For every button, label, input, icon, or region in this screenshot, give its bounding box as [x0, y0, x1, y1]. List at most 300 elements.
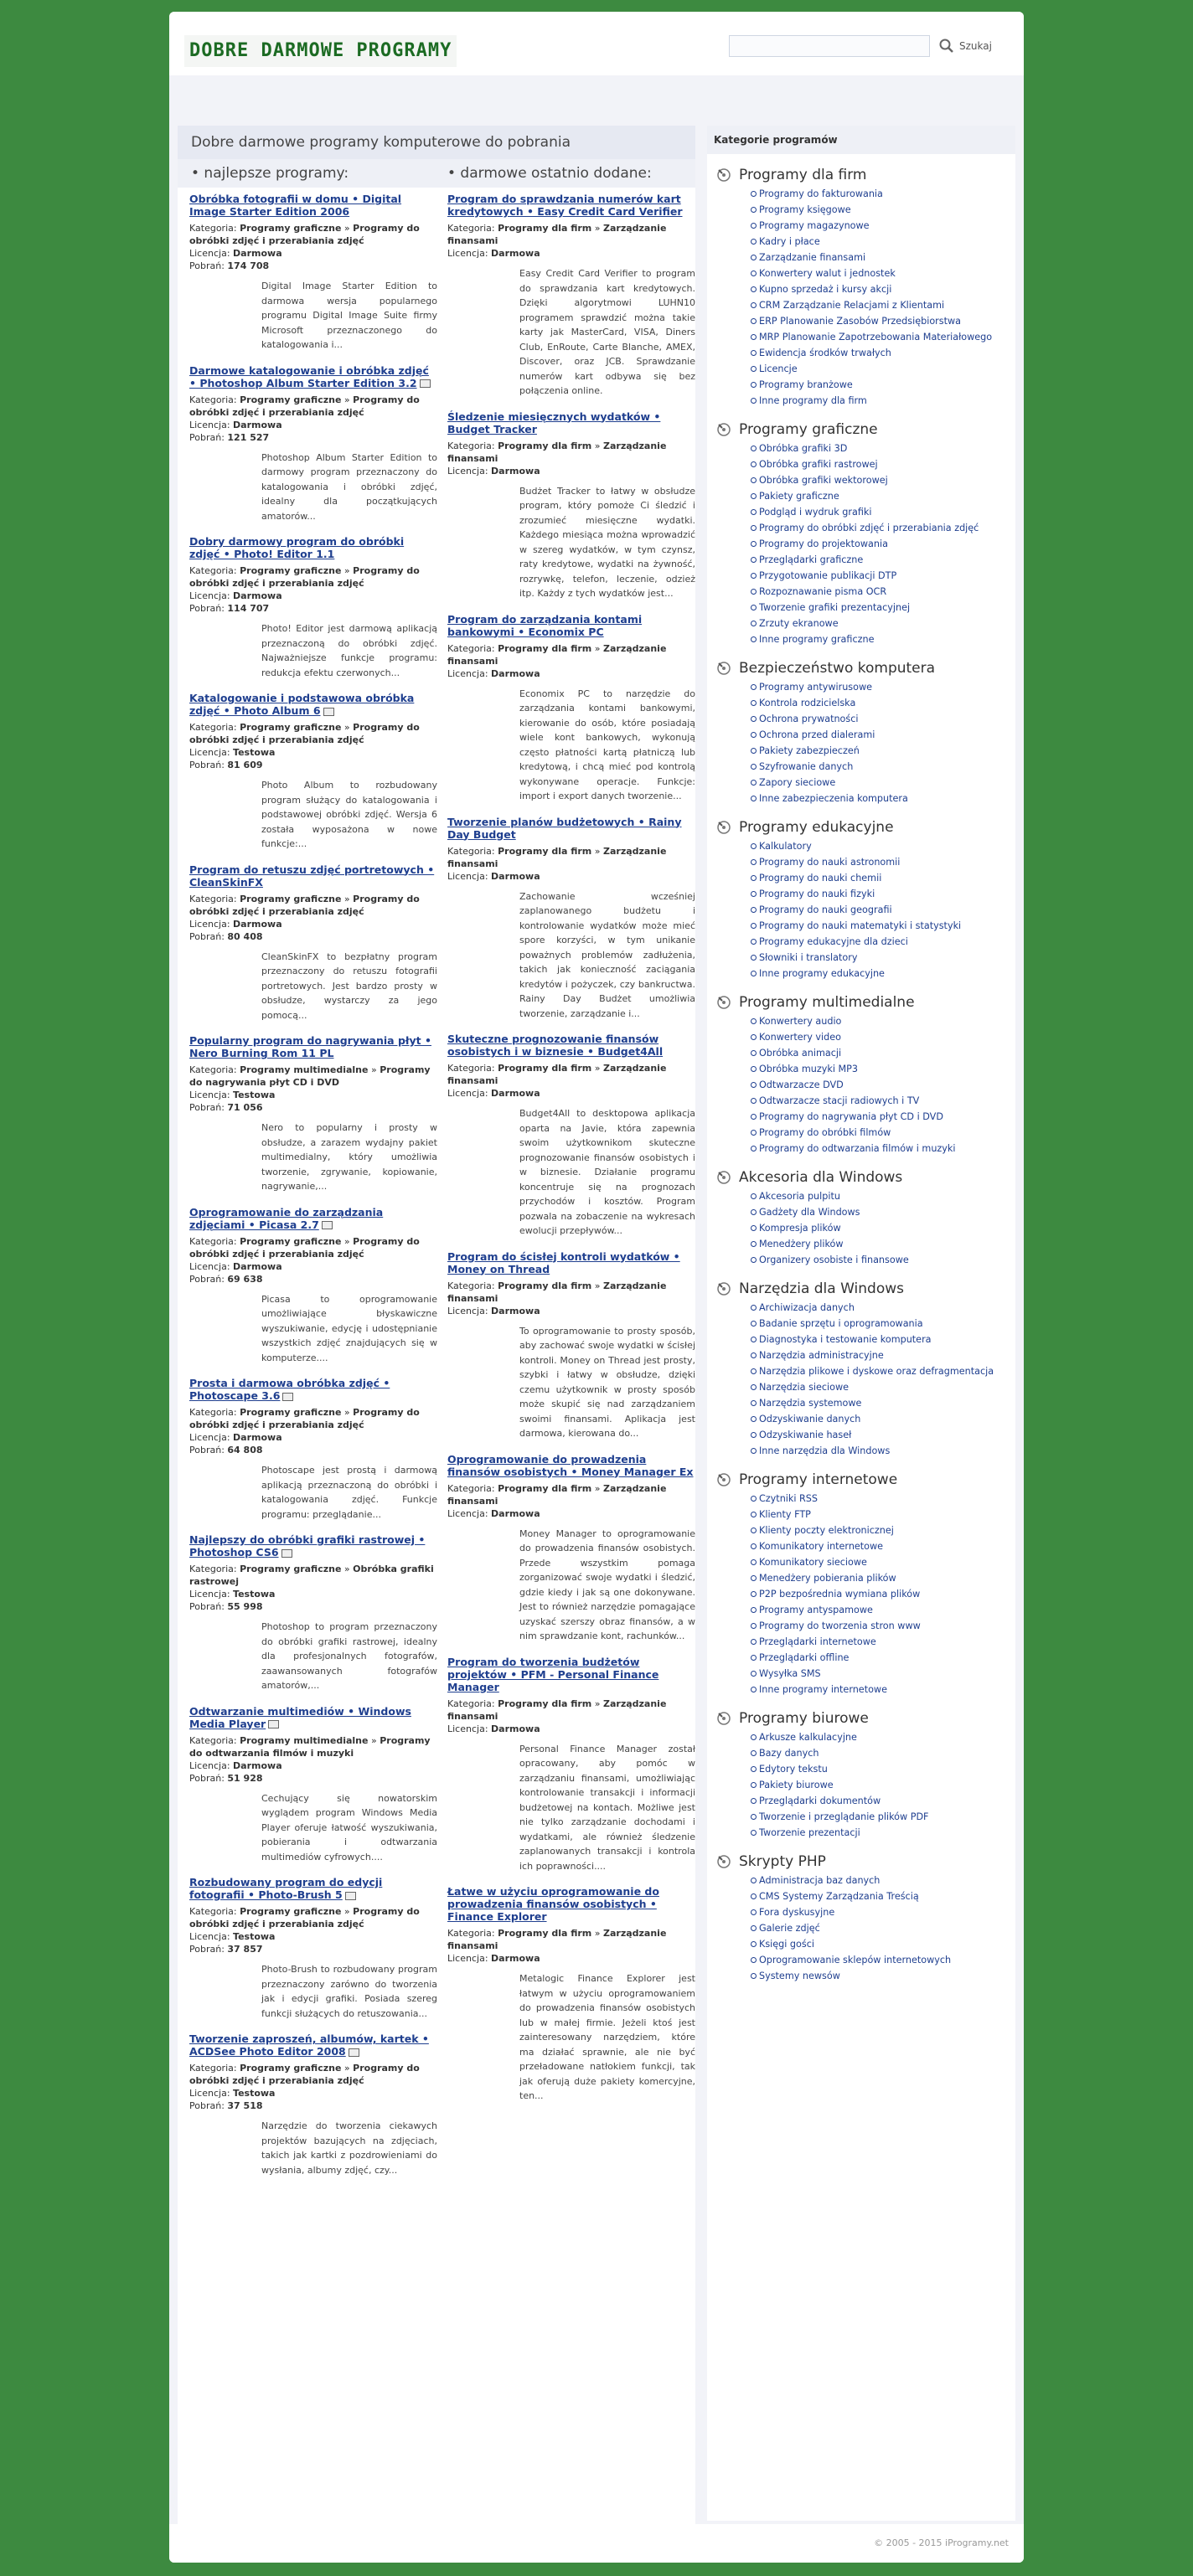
category-item[interactable]	[759, 345, 1015, 361]
program-title-text[interactable]: Oprogramowanie do zarządzania zdjęciami • Picasa 2.7	[189, 1205, 384, 1231]
category-heading[interactable]	[715, 1852, 1015, 1871]
category-item[interactable]	[759, 679, 1015, 695]
category-secondary[interactable]: Zarządzanie finansami	[447, 440, 667, 464]
category-item-link[interactable]: Kupno sprzedaż i kursy akcji	[759, 284, 892, 295]
category-item[interactable]	[759, 870, 1015, 886]
program-title-link[interactable]	[189, 1705, 437, 1730]
category-item[interactable]	[759, 1093, 1015, 1109]
category-item[interactable]	[759, 631, 1015, 647]
category-item[interactable]	[759, 472, 1015, 488]
category-item-link[interactable]: P2P bezpośrednia wymiana plików	[759, 1589, 921, 1600]
program-title-link[interactable]	[447, 816, 695, 841]
category-item[interactable]	[759, 1554, 1015, 1570]
category-item-link[interactable]: Zapory sieciowe	[759, 777, 836, 788]
category-item[interactable]	[759, 265, 1015, 281]
category-heading-text[interactable]: Bezpieczeństwo komputera	[739, 660, 936, 677]
category-item-link[interactable]: Kadry i płace	[759, 236, 820, 247]
program-title-link[interactable]	[189, 1533, 437, 1558]
program-title-link[interactable]	[189, 1206, 437, 1231]
category-item[interactable]	[759, 202, 1015, 218]
category-item-link[interactable]: Archiwizacja danych	[759, 1302, 855, 1313]
site-logo[interactable]: DOBRE DARMOWE PROGRAMY	[184, 35, 457, 67]
category-item[interactable]	[759, 1125, 1015, 1141]
category-item[interactable]	[759, 1968, 1015, 1984]
category-item-link[interactable]: Podgląd i wydruk grafiki	[759, 507, 872, 518]
category-item-link[interactable]: Menedżery pobierania plików	[759, 1573, 896, 1584]
category-item[interactable]	[759, 616, 1015, 631]
category-item[interactable]	[759, 759, 1015, 775]
category-secondary[interactable]: Programy do obróbki zdjęć i przerabiania zdjęć	[189, 223, 420, 246]
category-item[interactable]	[759, 966, 1015, 981]
category-secondary[interactable]: Programy do obróbki zdjęć i przerabiania zdjęć	[189, 1906, 420, 1929]
category-secondary[interactable]: Programy do odtwarzania filmów i muzyki	[189, 1734, 431, 1759]
category-heading-text[interactable]: Akcesoria dla Windows	[739, 1169, 903, 1186]
category-item-link[interactable]: Administracja baz danych	[759, 1875, 881, 1886]
category-item[interactable]	[759, 1363, 1015, 1379]
program-title-link[interactable]	[189, 535, 437, 560]
category-item[interactable]	[759, 1586, 1015, 1602]
category-item-link[interactable]: Pakiety graficzne	[759, 491, 839, 502]
category-item-link[interactable]: Fora dyskusyjne	[759, 1907, 835, 1918]
category-heading-text[interactable]: Narzędzia dla Windows	[739, 1280, 904, 1297]
program-title-link[interactable]	[189, 2032, 437, 2058]
category-item[interactable]	[759, 791, 1015, 806]
category-item[interactable]	[759, 1220, 1015, 1236]
category-item-link[interactable]: Konwertery video	[759, 1032, 841, 1043]
category-primary[interactable]: Programy dla firm	[498, 1482, 592, 1494]
category-item[interactable]	[759, 1427, 1015, 1443]
category-item-link[interactable]: Zrzuty ekranowe	[759, 618, 839, 629]
category-item-link[interactable]: Programy do nagrywania płyt CD i DVD	[759, 1111, 943, 1122]
category-heading[interactable]	[715, 1168, 1015, 1187]
category-primary[interactable]: Programy dla firm	[498, 642, 592, 654]
category-secondary[interactable]: Zarządzanie finansami	[447, 845, 667, 869]
category-item[interactable]	[759, 1077, 1015, 1093]
category-item[interactable]	[759, 1236, 1015, 1252]
program-title-link[interactable]	[447, 193, 695, 218]
category-item-link[interactable]: Narzędzia administracyjne	[759, 1350, 884, 1361]
program-title-link[interactable]	[189, 1876, 437, 1901]
category-primary[interactable]: Programy graficzne	[240, 1407, 342, 1418]
category-primary[interactable]: Programy dla firm	[498, 1063, 592, 1074]
category-item[interactable]	[759, 1411, 1015, 1427]
category-item-link[interactable]: Programy do projektowania	[759, 538, 888, 549]
category-item-link[interactable]: Programy antywirusowe	[759, 682, 872, 693]
program-title-text[interactable]: Najlepszy do obróbki grafiki rastrowej • Photoshop CS6	[189, 1533, 426, 1558]
category-item-link[interactable]: Tworzenie grafiki prezentacyjnej	[759, 602, 911, 613]
category-secondary[interactable]: Zarządzanie finansami	[447, 1063, 667, 1086]
category-item[interactable]	[759, 297, 1015, 313]
category-item[interactable]	[759, 1061, 1015, 1077]
category-item-link[interactable]: Odzyskiwanie danych	[759, 1414, 861, 1425]
category-heading-text[interactable]: Programy graficzne	[739, 421, 878, 438]
category-item[interactable]	[759, 1904, 1015, 1920]
category-primary[interactable]: Programy graficzne	[240, 2063, 342, 2074]
category-item-link[interactable]: Zarządzanie finansami	[759, 252, 866, 263]
category-item-link[interactable]: Kalkulatory	[759, 841, 812, 852]
category-primary[interactable]: Programy graficzne	[240, 1235, 342, 1247]
program-title-text[interactable]: Tworzenie zaproszeń, albumów, kartek • ACDSee Photo Editor 2008	[189, 2032, 429, 2058]
screenshot-icon[interactable]	[420, 379, 431, 388]
program-title-text[interactable]: Odtwarzanie multimediów • Windows Media Player	[189, 1704, 411, 1730]
program-title-link[interactable]	[189, 863, 437, 889]
category-item[interactable]	[759, 886, 1015, 902]
program-title-text[interactable]: Popularny program do nagrywania płyt • Nero Burning Rom 11 PL	[189, 1034, 431, 1059]
category-heading[interactable]	[715, 1709, 1015, 1728]
category-item-link[interactable]: Kontrola rodzicielska	[759, 698, 856, 708]
category-secondary[interactable]: Zarządzanie finansami	[447, 1928, 667, 1951]
program-title-link[interactable]	[189, 1377, 437, 1402]
screenshot-icon[interactable]	[281, 1549, 292, 1558]
category-item-link[interactable]: Bazy danych	[759, 1748, 819, 1759]
category-primary[interactable]: Programy dla firm	[498, 845, 592, 857]
category-item[interactable]	[759, 1825, 1015, 1841]
category-item-link[interactable]: Inne zabezpieczenia komputera	[759, 793, 908, 804]
category-heading[interactable]	[715, 420, 1015, 439]
category-item[interactable]	[759, 1013, 1015, 1029]
category-item[interactable]	[759, 902, 1015, 918]
category-primary[interactable]: Programy graficzne	[240, 565, 342, 576]
category-item-link[interactable]: Inne programy internetowe	[759, 1684, 887, 1695]
category-primary[interactable]: Programy multimedialne	[240, 1734, 369, 1746]
category-primary[interactable]: Programy dla firm	[498, 440, 592, 451]
category-item[interactable]	[759, 456, 1015, 472]
screenshot-icon[interactable]	[323, 708, 334, 716]
category-item[interactable]	[759, 695, 1015, 711]
category-item-link[interactable]: Galerie zdjęć	[759, 1923, 820, 1934]
category-secondary[interactable]: Programy do obróbki zdjęć i przerabiania zdjęć	[189, 1235, 420, 1260]
program-title-text[interactable]: Darmowe katalogowanie i obróbka zdjęć • Photoshop Album Starter Edition 3.2	[189, 363, 429, 389]
category-heading[interactable]	[715, 1471, 1015, 1489]
category-item-link[interactable]: Inne programy edukacyjne	[759, 968, 885, 979]
program-title-link[interactable]	[189, 1034, 437, 1059]
category-secondary[interactable]: Programy do obróbki zdjęć i przerabiania zdjęć	[189, 565, 420, 589]
category-secondary[interactable]: Programy do obróbki zdjęć i przerabiania zdjęć	[189, 394, 420, 418]
category-item-link[interactable]: Programy do nauki geografii	[759, 904, 892, 915]
category-item[interactable]	[759, 1793, 1015, 1809]
category-item-link[interactable]: Tworzenie i przeglądanie plików PDF	[759, 1811, 929, 1822]
program-title-text[interactable]: Program do ścisłej kontroli wydatków • Money on Thread	[447, 1249, 680, 1275]
category-item-link[interactable]: Arkusze kalkulacyjne	[759, 1732, 857, 1743]
category-primary[interactable]: Programy multimedialne	[240, 1064, 369, 1075]
category-item[interactable]	[759, 1332, 1015, 1347]
category-item-link[interactable]: Programy księgowe	[759, 204, 851, 215]
category-heading[interactable]	[715, 1280, 1015, 1298]
category-item[interactable]	[759, 1204, 1015, 1220]
category-item-link[interactable]: Inne programy graficzne	[759, 634, 875, 645]
category-item[interactable]	[759, 1650, 1015, 1666]
category-heading-text[interactable]: Programy edukacyjne	[739, 819, 894, 836]
program-title-text[interactable]: Program do zarządzania kontami bankowymi • Economix PC	[447, 612, 643, 638]
category-item[interactable]	[759, 838, 1015, 854]
category-item-link[interactable]: Klienty poczty elektronicznej	[759, 1525, 894, 1536]
program-title-text[interactable]: Śledzenie miesięcznych wydatków • Budget Tracker	[447, 410, 661, 435]
category-item-link[interactable]: Odtwarzacze stacji radiowych i TV	[759, 1095, 920, 1106]
category-primary[interactable]: Programy dla firm	[498, 223, 592, 234]
category-item-link[interactable]: ERP Planowanie Zasobów Przedsiębiorstwa	[759, 316, 961, 327]
category-item-link[interactable]: Ochrona prywatności	[759, 714, 859, 724]
category-item-link[interactable]: Pakiety zabezpieczeń	[759, 745, 860, 756]
category-item-link[interactable]: Programy do nauki matematyki i statystyki	[759, 920, 962, 931]
program-title-link[interactable]	[189, 364, 437, 389]
screenshot-icon[interactable]	[322, 1221, 333, 1229]
category-item-link[interactable]: Przeglądarki graficzne	[759, 554, 864, 565]
program-title-link[interactable]	[189, 193, 437, 218]
category-item[interactable]	[759, 186, 1015, 202]
category-primary[interactable]: Programy dla firm	[498, 1280, 592, 1291]
category-secondary[interactable]: Programy do obróbki zdjęć i przerabiania zdjęć	[189, 1407, 420, 1430]
category-item[interactable]	[759, 1602, 1015, 1618]
program-title-text[interactable]: Katalogowanie i podstawowa obróbka zdjęć • Photo Album 6	[189, 692, 415, 717]
category-item-link[interactable]: Programy do obróbki zdjęć i przerabiania zdjęć	[759, 523, 979, 533]
category-item[interactable]	[759, 250, 1015, 265]
category-item[interactable]	[759, 1888, 1015, 1904]
program-title-link[interactable]	[447, 1453, 695, 1478]
category-item[interactable]	[759, 743, 1015, 759]
screenshot-icon[interactable]	[268, 1720, 279, 1728]
category-item[interactable]	[759, 1809, 1015, 1825]
program-title-text[interactable]: Dobry darmowy program do obróbki zdjęć • Photo! Editor 1.1	[189, 535, 405, 560]
category-primary[interactable]: Programy graficzne	[240, 1564, 342, 1574]
category-item-link[interactable]: Kompresja plików	[759, 1223, 841, 1234]
category-heading-text[interactable]: Programy dla firm	[739, 167, 867, 183]
category-item[interactable]	[759, 1682, 1015, 1698]
program-title-link[interactable]	[447, 1656, 695, 1693]
category-secondary[interactable]: Zarządzanie finansami	[447, 642, 667, 667]
category-secondary[interactable]: Programy do nagrywania płyt CD i DVD	[189, 1064, 431, 1088]
category-item-link[interactable]: Komunikatory internetowe	[759, 1541, 884, 1552]
category-item-link[interactable]: Akcesoria pulpitu	[759, 1191, 840, 1202]
category-item-link[interactable]: Diagnostyka i testowanie komputera	[759, 1334, 932, 1345]
category-item-link[interactable]: Obróbka grafiki wektorowej	[759, 475, 888, 486]
category-secondary[interactable]: Zarządzanie finansami	[447, 223, 667, 246]
category-item-link[interactable]: Słowniki i translatory	[759, 952, 858, 963]
category-item-link[interactable]: Systemy newsów	[759, 1971, 840, 1981]
category-heading-text[interactable]: Skrypty PHP	[739, 1853, 826, 1870]
category-item[interactable]	[759, 1045, 1015, 1061]
category-item[interactable]	[759, 552, 1015, 568]
category-item-link[interactable]: Konwertery audio	[759, 1016, 842, 1027]
category-item-link[interactable]: Programy do nauki chemii	[759, 873, 882, 884]
screenshot-icon[interactable]	[282, 1393, 293, 1401]
category-item-link[interactable]: Inne narzędzia dla Windows	[759, 1445, 891, 1456]
category-item[interactable]	[759, 1634, 1015, 1650]
category-item-link[interactable]: Wysyłka SMS	[759, 1668, 821, 1679]
search-button[interactable]	[938, 35, 992, 57]
screenshot-icon[interactable]	[345, 1892, 356, 1900]
category-item-link[interactable]: Narzędzia systemowe	[759, 1398, 862, 1409]
category-item[interactable]	[759, 504, 1015, 520]
category-item-link[interactable]: Narzędzia plikowe i dyskowe oraz defragmentacja	[759, 1366, 994, 1377]
category-item[interactable]	[759, 1507, 1015, 1522]
category-item[interactable]	[759, 218, 1015, 234]
category-item[interactable]	[759, 1745, 1015, 1761]
screenshot-icon[interactable]	[349, 2048, 359, 2057]
category-secondary[interactable]: Programy do obróbki zdjęć i przerabiania zdjęć	[189, 2063, 420, 2086]
category-item-link[interactable]: MRP Planowanie Zapotrzebowania Materiałowego	[759, 332, 993, 343]
category-item[interactable]	[759, 950, 1015, 966]
category-item[interactable]	[759, 934, 1015, 950]
category-item-link[interactable]: Programy antyspamowe	[759, 1605, 873, 1615]
program-title-text[interactable]: Łatwe w użyciu oprogramowanie do prowadzenia finansów osobistych • Finance Explorer	[447, 1885, 659, 1923]
category-item[interactable]	[759, 568, 1015, 584]
category-item[interactable]	[759, 234, 1015, 250]
category-secondary[interactable]: Programy do obróbki zdjęć i przerabiania zdjęć	[189, 893, 420, 917]
category-heading[interactable]	[715, 166, 1015, 184]
category-item-link[interactable]: Programy branżowe	[759, 379, 853, 390]
category-primary[interactable]: Programy graficzne	[240, 1906, 342, 1917]
program-title-text[interactable]: Obróbka fotografii w domu • Digital Image Starter Edition 2006	[189, 193, 402, 218]
category-item-link[interactable]: Konwertery walut i jednostek	[759, 268, 896, 279]
category-item[interactable]	[759, 711, 1015, 727]
category-item-link[interactable]: Ewidencja środków trwałych	[759, 348, 891, 358]
category-item[interactable]	[759, 1666, 1015, 1682]
category-item-link[interactable]: Oprogramowanie sklepów internetowych	[759, 1955, 952, 1965]
category-item[interactable]	[759, 440, 1015, 456]
category-item-link[interactable]: Klienty FTP	[759, 1509, 811, 1520]
category-item[interactable]	[759, 1109, 1015, 1125]
category-item[interactable]	[759, 393, 1015, 409]
category-item[interactable]	[759, 1491, 1015, 1507]
category-item[interactable]	[759, 1777, 1015, 1793]
category-heading[interactable]	[715, 993, 1015, 1012]
category-item-link[interactable]: Menedżery plików	[759, 1239, 844, 1249]
program-title-text[interactable]: Rozbudowany program do edycji fotografii • Photo-Brush 5	[189, 1876, 383, 1901]
category-item[interactable]	[759, 1300, 1015, 1316]
category-item-link[interactable]: Narzędzia sieciowe	[759, 1382, 850, 1393]
category-item[interactable]	[759, 1952, 1015, 1968]
category-item-link[interactable]: Rozpoznawanie pisma OCR	[759, 586, 887, 597]
category-item[interactable]	[759, 1522, 1015, 1538]
category-item-link[interactable]: Odtwarzacze DVD	[759, 1079, 844, 1090]
category-item-link[interactable]: Komunikatory sieciowe	[759, 1557, 867, 1568]
category-item[interactable]	[759, 488, 1015, 504]
category-heading[interactable]	[715, 818, 1015, 837]
category-item-link[interactable]: Programy do obróbki filmów	[759, 1127, 891, 1138]
category-item[interactable]	[759, 1936, 1015, 1952]
program-title-link[interactable]	[447, 613, 695, 638]
category-item-link[interactable]: Przygotowanie publikacji DTP	[759, 570, 897, 581]
category-item[interactable]	[759, 1443, 1015, 1459]
category-item[interactable]	[759, 1379, 1015, 1395]
category-item-link[interactable]: Obróbka grafiki 3D	[759, 443, 848, 454]
category-item[interactable]	[759, 600, 1015, 616]
category-primary[interactable]: Programy dla firm	[498, 1698, 592, 1709]
category-item[interactable]	[759, 1920, 1015, 1936]
category-item-link[interactable]: Programy do odtwarzania filmów i muzyki	[759, 1143, 956, 1154]
category-heading-text[interactable]: Programy internetowe	[739, 1471, 898, 1488]
category-item[interactable]	[759, 727, 1015, 743]
search-input[interactable]	[729, 35, 930, 57]
category-item[interactable]	[759, 1395, 1015, 1411]
category-item[interactable]	[759, 1316, 1015, 1332]
category-item[interactable]	[759, 775, 1015, 791]
category-item[interactable]	[759, 918, 1015, 934]
category-item-link[interactable]: Szyfrowanie danych	[759, 761, 854, 772]
category-secondary[interactable]: Obróbka grafiki rastrowej	[189, 1564, 434, 1587]
program-title-text[interactable]: Prosta i darmowa obróbka zdjęć • Photoscape 3.6	[189, 1377, 390, 1402]
category-item[interactable]	[759, 1570, 1015, 1586]
program-title-text[interactable]: Program do retuszu zdjęć portretowych • CleanSkinFX	[189, 863, 435, 889]
category-heading-text[interactable]: Programy multimedialne	[739, 994, 915, 1011]
category-secondary[interactable]: Zarządzanie finansami	[447, 1280, 667, 1304]
category-item-link[interactable]: Inne programy dla firm	[759, 395, 867, 406]
category-item[interactable]	[759, 1141, 1015, 1157]
category-item[interactable]	[759, 1347, 1015, 1363]
category-item-link[interactable]: Programy do fakturowania	[759, 188, 883, 199]
category-item-link[interactable]: Przeglądarki dokumentów	[759, 1795, 881, 1806]
category-item-link[interactable]: CRM Zarządzanie Relacjami z Klientami	[759, 300, 945, 311]
category-item-link[interactable]: Przeglądarki offline	[759, 1652, 850, 1663]
category-item-link[interactable]: Pakiety biurowe	[759, 1780, 834, 1790]
category-item[interactable]	[759, 854, 1015, 870]
category-item[interactable]	[759, 536, 1015, 552]
category-item-link[interactable]: Obróbka grafiki rastrowej	[759, 459, 878, 470]
program-title-link[interactable]	[447, 1250, 695, 1275]
category-item-link[interactable]: Programy do nauki astronomii	[759, 857, 901, 868]
category-item[interactable]	[759, 520, 1015, 536]
program-title-link[interactable]	[447, 1033, 695, 1058]
category-primary[interactable]: Programy graficzne	[240, 893, 342, 904]
program-title-link[interactable]	[447, 410, 695, 435]
category-item[interactable]	[759, 1873, 1015, 1888]
category-item[interactable]	[759, 1729, 1015, 1745]
category-item-link[interactable]: Organizery osobiste i finansowe	[759, 1255, 909, 1265]
category-item-link[interactable]: Ochrona przed dialerami	[759, 729, 875, 740]
category-item[interactable]	[759, 1029, 1015, 1045]
category-item-link[interactable]: Gadżety dla Windows	[759, 1207, 860, 1218]
category-item-link[interactable]: Programy do nauki fizyki	[759, 889, 875, 899]
category-primary[interactable]: Programy graficzne	[240, 394, 342, 405]
category-item[interactable]	[759, 1538, 1015, 1554]
category-item-link[interactable]: Przeglądarki internetowe	[759, 1636, 876, 1647]
category-secondary[interactable]: Zarządzanie finansami	[447, 1698, 667, 1722]
category-item-link[interactable]: Obróbka muzyki MP3	[759, 1064, 859, 1074]
category-item[interactable]	[759, 1188, 1015, 1204]
category-item-link[interactable]: Badanie sprzętu i oprogramowania	[759, 1318, 923, 1329]
program-title-text[interactable]: Program do tworzenia budżetów projektów • PFM - Personal Finance Manager	[447, 1655, 659, 1693]
program-title-link[interactable]	[447, 1885, 695, 1923]
program-title-text[interactable]: Program do sprawdzania numerów kart kredytowych • Easy Credit Card Verifier	[447, 193, 683, 218]
program-title-text[interactable]: Tworzenie planów budżetowych • Rainy Day Budget	[447, 815, 682, 841]
category-item-link[interactable]: Odzyskiwanie haseł	[759, 1430, 852, 1440]
category-item[interactable]	[759, 1761, 1015, 1777]
category-item[interactable]	[759, 1618, 1015, 1634]
category-item[interactable]	[759, 313, 1015, 329]
category-secondary[interactable]: Zarządzanie finansami	[447, 1482, 667, 1507]
category-item-link[interactable]: Programy do tworzenia stron www	[759, 1620, 921, 1631]
category-item[interactable]	[759, 377, 1015, 393]
category-item[interactable]	[759, 361, 1015, 377]
category-item-link[interactable]: Tworzenie prezentacji	[759, 1827, 860, 1838]
category-item-link[interactable]: Obróbka animacji	[759, 1048, 842, 1059]
category-item-link[interactable]: Programy magazynowe	[759, 220, 870, 231]
category-heading-text[interactable]: Programy biurowe	[739, 1710, 869, 1727]
category-item[interactable]	[759, 1252, 1015, 1268]
category-item-link[interactable]: Licencje	[759, 363, 798, 374]
category-secondary[interactable]: Programy do obróbki zdjęć i przerabiania zdjęć	[189, 722, 420, 745]
program-title-text[interactable]: Oprogramowanie do prowadzenia finansów osobistych • Money Manager Ex	[447, 1452, 694, 1478]
category-item-link[interactable]: Edytory tekstu	[759, 1764, 828, 1775]
category-item-link[interactable]: Księgi gości	[759, 1939, 814, 1950]
program-title-link[interactable]	[189, 692, 437, 717]
category-primary[interactable]: Programy graficzne	[240, 223, 342, 234]
category-item[interactable]	[759, 584, 1015, 600]
category-heading[interactable]	[715, 659, 1015, 677]
category-primary[interactable]: Programy graficzne	[240, 722, 342, 733]
category-primary[interactable]: Programy dla firm	[498, 1928, 592, 1939]
category-item-link[interactable]: Czytniki RSS	[759, 1493, 819, 1504]
